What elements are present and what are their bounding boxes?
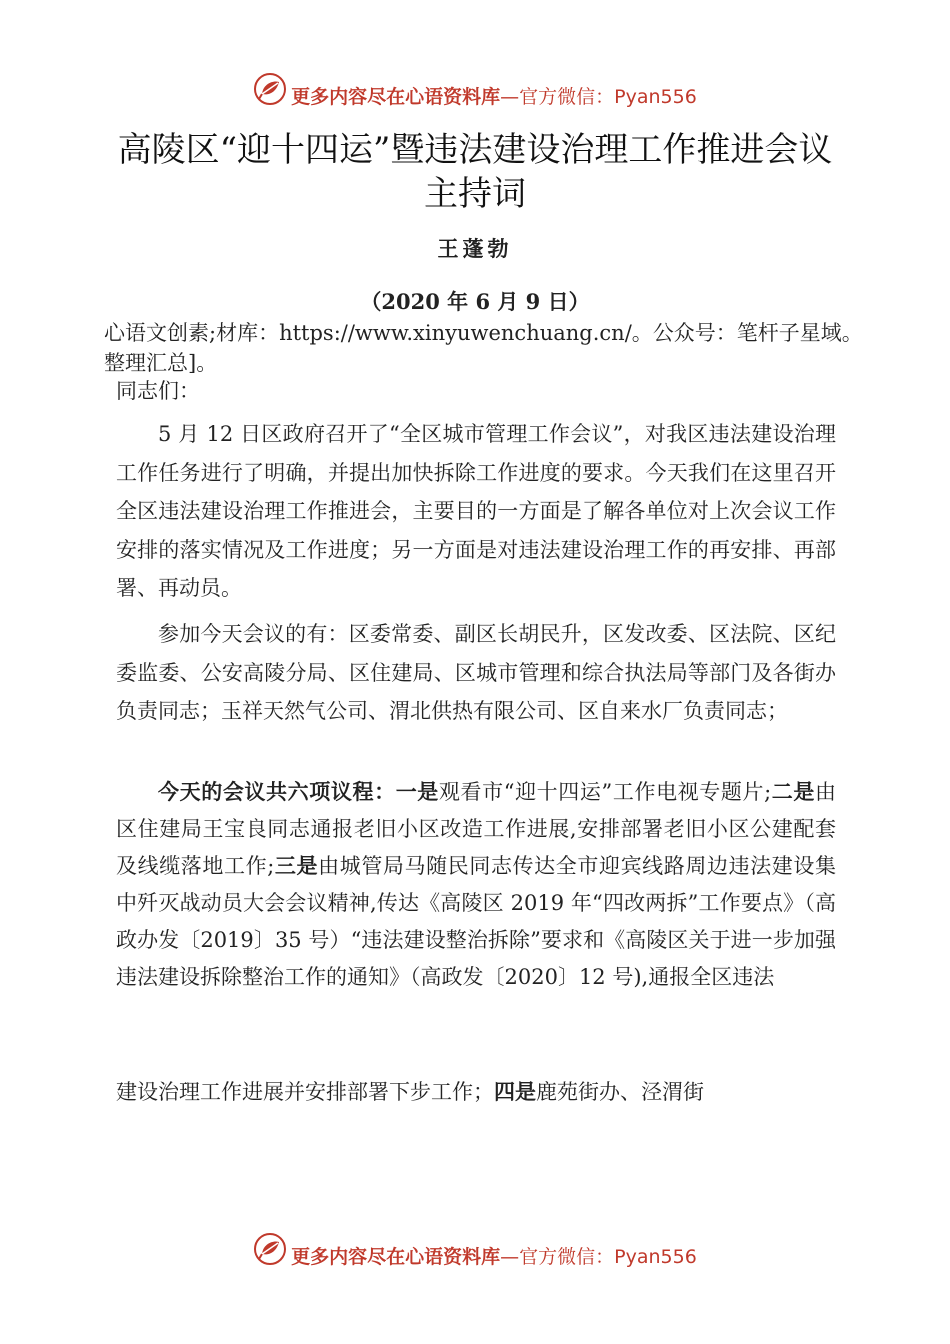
- source-note: 心语文创素;材库：https://www.xinyuwenchuang.cn/。公众号：笔杆子星域。整理汇总]。: [104, 321, 863, 375]
- agenda-item-4-text: 鹿苑街办、泾渭街: [536, 1080, 704, 1104]
- agenda-item-1-label: 一是: [395, 780, 439, 804]
- watermark-suffix: —官方微信：Pyan556: [500, 1246, 697, 1268]
- ginkgo-leaf-icon: [253, 72, 287, 122]
- agenda-item-2-text: 由区住建局王宝良同志通报老旧小区改造工作进展,安排部署老旧小区公建配套及线缆落地工作;: [116, 780, 837, 878]
- watermark-text: 更多内容尽在心语资料库: [291, 86, 501, 108]
- agenda-item-2-label: 二是: [771, 780, 816, 804]
- ginkgo-leaf-icon: [253, 1232, 287, 1282]
- continued-text: 建设治理工作进展并安排部署下步工作；: [116, 1080, 494, 1104]
- agenda-item-1-text: 观看市“迎十四运”工作电视专题片;: [438, 780, 772, 804]
- paragraph-continued: [116, 1073, 836, 1112]
- document-date: （2020 年 6 月 9 日）: [360, 289, 590, 314]
- paragraph-2: 参加今天会议的有：区委常委、副区长胡民升，区发改委、区法院、区纪委监委、公安高陵分局、区住建局、区城市管理和综合执法局等部门及各街办负责同志；玉祥天然气公司、渭北供热有限公司、区自来水厂负责同志；: [116, 622, 836, 723]
- watermark-text: 更多内容尽在心语资料库: [291, 1246, 501, 1268]
- greeting: 同志们：: [116, 379, 200, 403]
- watermark-footer: [0, 1232, 950, 1276]
- agenda-item-3-text: 由城管局马随民同志传达全市迎宾线路周边违法建设集中歼灭战动员大会会议精神,传达《高陵区 2019 年“四改两拆”工作要点》（高政办发〔2019〕35 号）“违法建设整治拆除”要求和《高陵区关于进一步加强违法建设拆除整治工作的通知》（高政发〔2020〕12 号),通报全区违法: [116, 854, 837, 989]
- agenda-item-4-label: 四是: [494, 1080, 536, 1104]
- agenda-item-3-label: 三是: [274, 854, 319, 878]
- document-title: 高陵区“迎十四运”暨违法建设治理工作推进会议主持词: [117, 130, 833, 214]
- paragraph-agenda: [116, 774, 836, 996]
- agenda-lead: 今天的会议共六项议程：: [158, 780, 396, 804]
- paragraph-1: 5 月 12 日区政府召开了“全区城市管理工作会议”，对我区违法建设治理工作任务进行了明确，并提出加快拆除工作进度的要求。今天我们在这里召开全区违法建设治理工作推进会，主要目的一方面是了解各单位对上次会议工作安排的落实情况及工作进度；另一方面是对违法建设治理工作的再安排、再部署、再动员。: [116, 422, 836, 600]
- watermark-header: [0, 72, 950, 116]
- document-author: 王蓬勃: [437, 236, 513, 261]
- watermark-suffix: —官方微信：Pyan556: [500, 86, 697, 108]
